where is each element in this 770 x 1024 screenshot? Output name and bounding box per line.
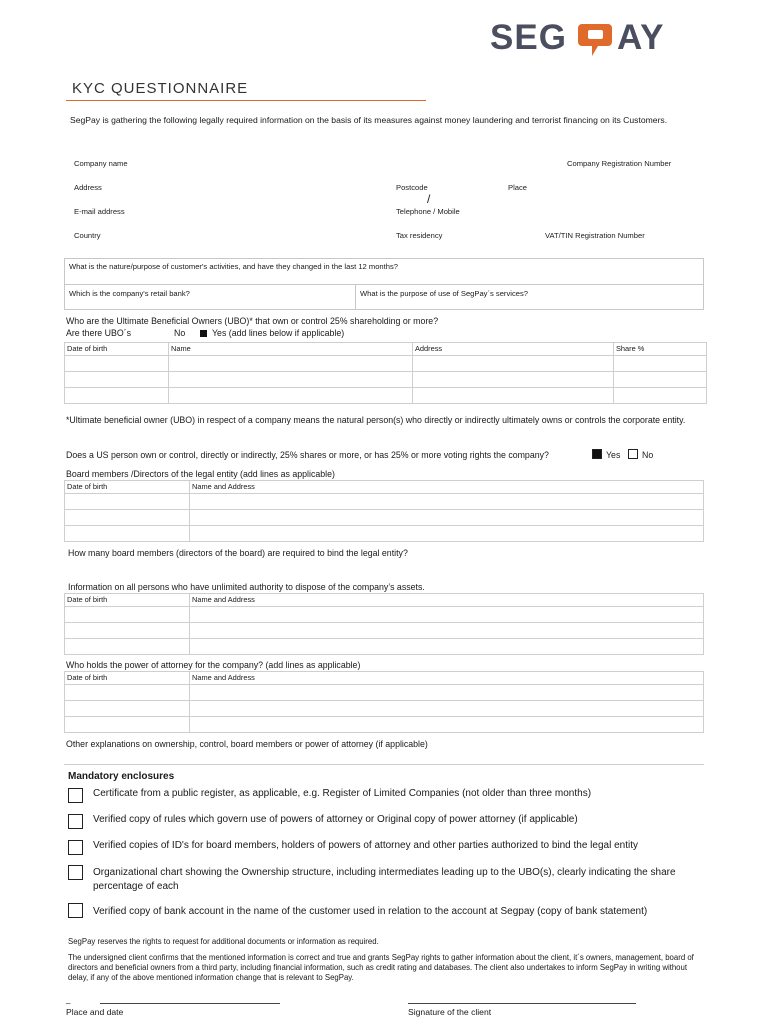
enclosure-checkbox-3[interactable]: [68, 840, 83, 855]
retail-bank-box[interactable]: [64, 284, 356, 310]
section-divider: [64, 764, 704, 765]
table-row: [65, 372, 707, 388]
country-label: Country: [74, 231, 101, 240]
authority-col-dob: Date of birth: [65, 594, 190, 607]
ubo-yes-label: Yes (add lines below if applicable): [212, 328, 345, 338]
us-no-checkbox[interactable]: [628, 449, 638, 459]
enclosure-checkbox-2[interactable]: [68, 814, 83, 829]
place-date-line: [100, 1003, 280, 1004]
retail-bank-question: Which is the company's retail bank?: [69, 289, 190, 298]
tax-residency-label: Tax residency: [396, 231, 443, 240]
enclosures-heading: Mandatory enclosures: [68, 771, 175, 782]
poa-other-explanations: Other explanations on ownership, control, board members or power of attorney (if applicable): [66, 739, 428, 749]
svg-text:AY: AY: [617, 18, 665, 57]
reserve-text: SegPay reserves the rights to request for additional documents or information as required.: [68, 937, 379, 946]
enclosure-item-4: Organizational chart showing the Ownership structure, including intermediates leading up to the UBO(s), clearly indicating the share percentage of each: [93, 867, 676, 892]
board-heading: Board members /Directors of the legal entity (add lines as applicable): [66, 469, 335, 479]
slash-mark: /: [427, 192, 431, 206]
confirmation-text: The undersigned client confirms that the mentioned information is correct and true and grants SegPay rights to gather information about the client, it´s owners, management, board of directors and beneficial owners from a third party, including financial information, such as credit rating and databases. The client also undertakes to inform SegPay in writing without delay, if any of the above mentioned information change that is relevant to SegPay.: [68, 953, 694, 982]
signature-label: Signature of the client: [408, 1007, 492, 1017]
intro-text: SegPay is gathering the following legally required information on the basis of its measures against money laundering and terrorist financing on its Customers.: [70, 115, 668, 125]
enclosure-checkbox-4[interactable]: [68, 865, 83, 880]
ubo-col-address: Address: [413, 343, 614, 356]
title-underline: [66, 100, 426, 101]
table-row: [65, 510, 704, 526]
table-row: [65, 494, 704, 510]
us-yes-label: Yes: [606, 450, 621, 460]
board-col-dob: Date of birth: [65, 481, 190, 494]
ubo-col-share: Share %: [614, 343, 707, 356]
page-title: KYC QUESTIONNAIRE: [72, 80, 249, 97]
ubo-col-dob: Date of birth: [65, 343, 169, 356]
company-reg-label: Company Registration Number: [567, 159, 672, 168]
us-no-label: No: [642, 450, 654, 460]
segpay-logo: [490, 18, 712, 58]
place-date-label: Place and date: [66, 1007, 124, 1017]
board-bind-question: How many board members (directors of the board) are required to bind the legal entity?: [68, 548, 408, 558]
ubo-no-label: No: [174, 328, 186, 338]
nature-box[interactable]: [64, 258, 704, 285]
us-person-question: Does a US person own or control, directly or indirectly, 25% shares or more, or has 25% or more voting rights the company?: [66, 450, 549, 460]
table-row: [65, 701, 704, 717]
ubo-question: Who are the Ultimate Beneficial Owners (UBO)* that own or control 25% shareholding or more?: [66, 316, 439, 326]
enclosure-item-2: Verified copy of rules which govern use of powers of attorney or Original copy of power attorney (if applicable): [93, 814, 578, 825]
enclosure-checkbox-1[interactable]: [68, 788, 83, 803]
authority-table: [64, 593, 704, 655]
poa-col-dob: Date of birth: [65, 672, 190, 685]
signature-line: [408, 1003, 636, 1004]
email-label: E-mail address: [74, 207, 125, 216]
poa-heading: Who holds the power of attorney for the company? (add lines as applicable): [66, 660, 361, 670]
authority-heading: Information on all persons who have unlimited authority to dispose of the company’s assets.: [68, 582, 425, 592]
dash-mark: _: [66, 995, 71, 1004]
table-row: [65, 526, 704, 542]
table-row: [65, 356, 707, 372]
authority-col-name: Name and Address: [190, 594, 704, 607]
us-yes-checkbox[interactable]: [592, 449, 602, 459]
table-row: [65, 623, 704, 639]
enclosure-item-3: Verified copies of ID's for board members, holders of powers of attorney and other parties authorized to bind the legal entity: [93, 840, 638, 851]
poa-col-name: Name and Address: [190, 672, 704, 685]
vat-label: VAT/TIN Registration Number: [545, 231, 645, 240]
board-col-name: Name and Address: [190, 481, 704, 494]
enclosure-item-1: Certificate from a public register, as applicable, e.g. Register of Limited Companies (not older than three months): [93, 788, 592, 799]
board-table: [64, 480, 704, 542]
ubo-table: [64, 342, 707, 404]
enclosure-checkbox-5[interactable]: [68, 903, 83, 918]
ubo-are-there: Are there UBO´s: [66, 328, 132, 338]
place-label: Place: [508, 183, 527, 192]
table-row: [65, 717, 704, 733]
table-row: [65, 607, 704, 623]
table-row: [65, 388, 707, 404]
logo-p-mark: [578, 24, 612, 56]
company-name-label: Company name: [74, 159, 128, 168]
svg-text:SEG: SEG: [490, 18, 567, 57]
telephone-label: Telephone / Mobile: [396, 207, 460, 216]
poa-table: [64, 671, 704, 733]
ubo-yes-checkbox[interactable]: [200, 330, 207, 337]
table-row: [65, 685, 704, 701]
address-label: Address: [74, 183, 102, 192]
purpose-question: What is the purpose of use of SegPay´s services?: [360, 289, 528, 298]
nature-question: What is the nature/purpose of customer's activities, and have they changed in the last 12 months?: [69, 262, 399, 271]
ubo-col-name: Name: [169, 343, 413, 356]
postcode-label: Postcode: [396, 183, 428, 192]
table-row: [65, 639, 704, 655]
ubo-footnote: *Ultimate beneficial owner (UBO) in respect of a company means the natural person(s) who directly or indirectly ultimately owns or controls the corporate entity.: [66, 415, 686, 425]
enclosure-item-5: Verified copy of bank account in the name of the customer used in relation to the account at Segpay (copy of bank statement): [93, 906, 648, 917]
purpose-box[interactable]: [355, 284, 704, 310]
